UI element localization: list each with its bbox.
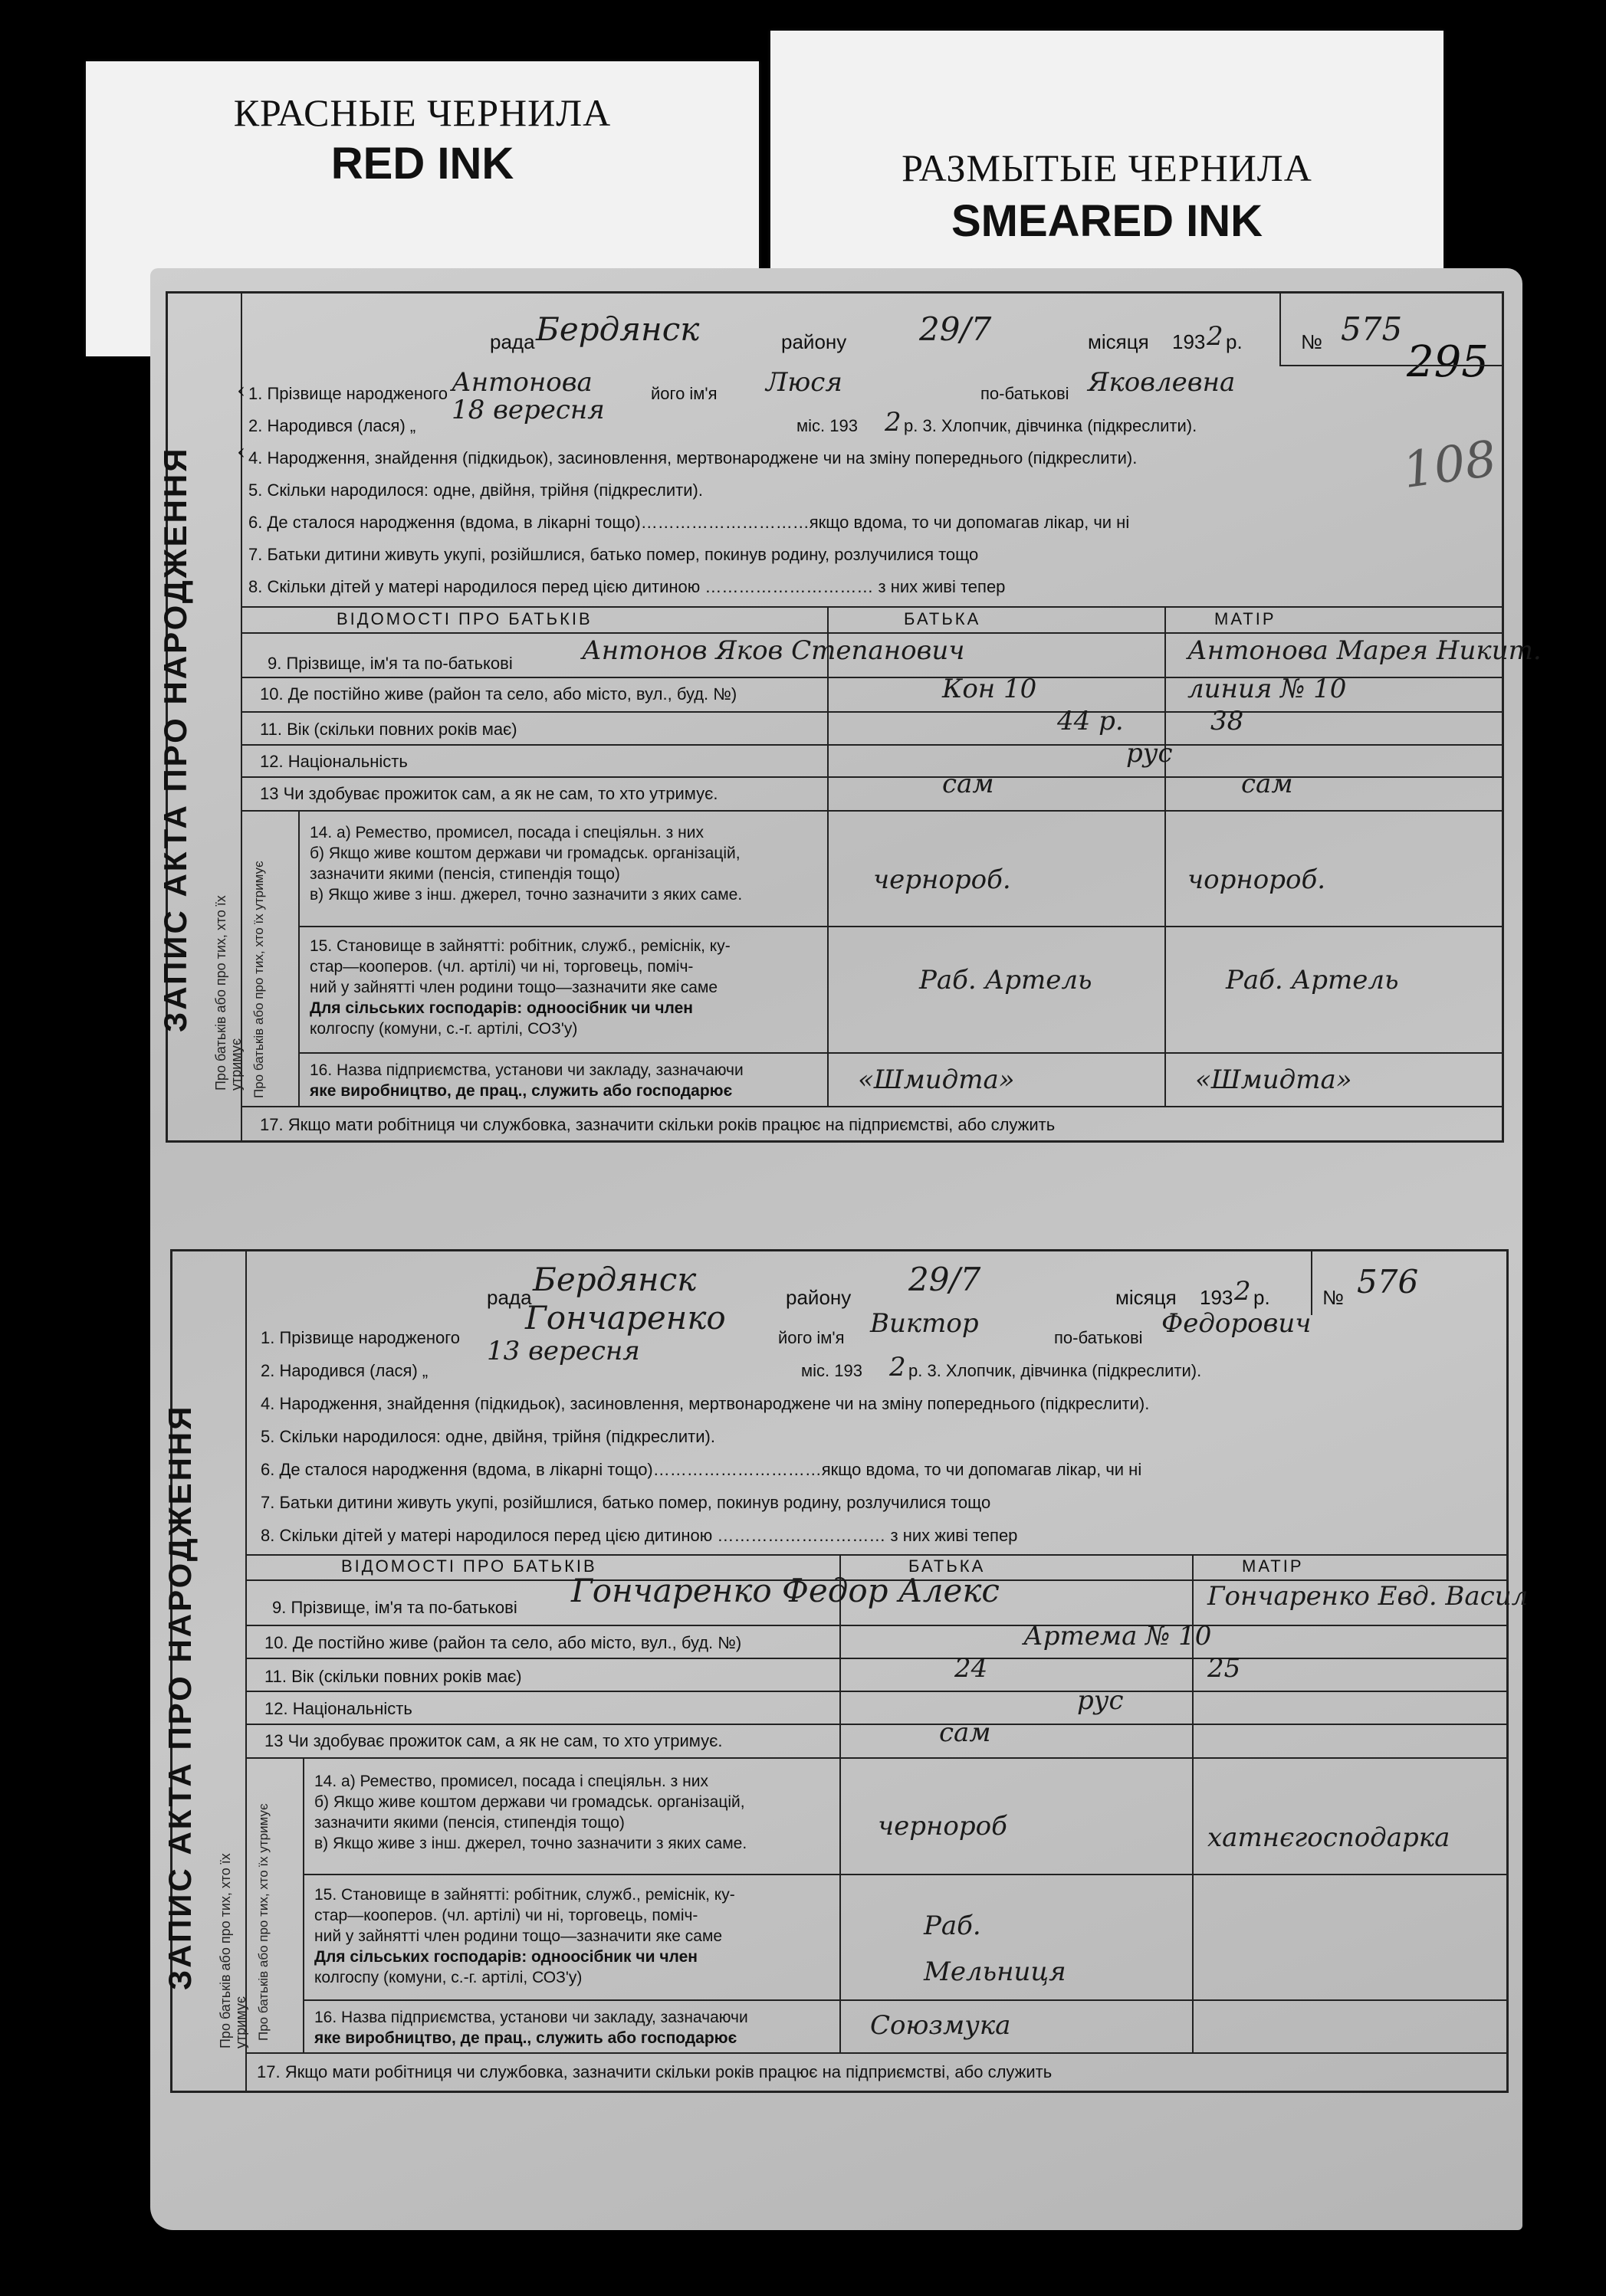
record-1-parents-heading: ВІДОМОСТІ ПРО БАТЬКІВ [337,609,593,628]
record-2-f6: 6. Де сталося народження (вдома, в лікарні тощо)…………………………якщо вдома, то чи допомагав лікар, чи ні [261,1460,1142,1479]
record-1-f17: 17. Якщо мати робітниця чи службовка, зазначити скільки років працює на підприємстві, або служить [260,1115,1056,1134]
record-2-f4: 4. Народження, знайдення (підкидьок), засиновлення, мертвонароджене чи на зміну попереднього (підкреслити). [261,1394,1150,1413]
record-1-father-age: 44 р. [1057,706,1124,736]
record-1-father-name: Антонов Яков Степанович [582,635,965,666]
record-1-father-status: Раб. Артель [919,965,1092,995]
record-2-number-value: 576 [1357,1263,1419,1301]
record-2-father-job: чернороб [878,1811,1007,1842]
record-2-father-org: Союзмука [870,2010,1011,2041]
birth-record-2 [162,1249,1529,2093]
record-2-number-label: № [1322,1286,1344,1309]
record-2-f2-month-label: міс. 193 [801,1361,862,1380]
record-2-mother-age: 25 [1207,1653,1241,1684]
record-2-side-panel [162,1251,248,2091]
record-2-year-prefix: 193 [1200,1286,1233,1309]
record-2-f1-name-label: його ім'я [778,1328,845,1347]
record-2-father-age: 24 [954,1653,988,1684]
record-1-rada-label: рада [490,330,535,353]
record-1-f11: 11. Вік (скільки повних років має) [260,720,517,739]
record-1-f2-month-label: міс. 193 [796,416,858,435]
record-2-year-suffix: р. [1253,1286,1270,1309]
margin-note: 108 [1399,430,1500,500]
record-1-row-side-note: Про батьків або про тих, хто їх утримує [251,861,266,1098]
record-1-f2-label: 2. Народився (лася) „ [248,416,416,435]
record-2-day-value: 29/7 [908,1261,981,1298]
record-2-mother-heading: МАТІР [1242,1556,1304,1576]
record-1-f1-name-label: його ім'я [651,384,718,403]
record-1-f15: 15. Становище в зайнятті: робітник, служб., реміснік, ку- стар—кооперов. (чл. артілі) чи ні, торговець, поміч- ний у зайнятті член родини тощо—зазначити яке саме Для сільських господарів: одноосібник чи член колгоспу (комуни, с.-г. артілі, СОЗ'у) [310,937,731,1038]
record-2-patronymic: Федорович [1161,1308,1312,1339]
record-1-f9: 9. Прізвище, ім'я та по-батькові [268,654,513,673]
record-1-year-prefix: 193 [1172,330,1206,353]
record-2-row-side-note: Про батьків або про тих, хто їх утримує [256,1803,271,2041]
record-2-nationality: рус [1077,1685,1124,1716]
record-2-f1-label: 1. Прізвище народженого [261,1328,460,1347]
record-2-year-digit: 2 [1234,1276,1251,1307]
record-2-side-subtitle: Про батьків або про тих, хто їх утримує [218,1853,248,2048]
record-1-born: 18 вересня [452,395,605,425]
record-1-f7: 7. Батьки дитини живуть укупі, розійшлися, батько помер, покинув родину, розлучилися тощо [248,545,979,564]
record-1-side-subtitle: Про батьків або про тих, хто їх утримує [213,895,244,1091]
record-1-mother-support: сам [1241,769,1293,799]
record-1-f16: 16. Назва підприємства, установи чи закладу, зазначаючи яке виробництво, де прац., служить або господарює [310,1061,744,1100]
record-1-mother-status: Раб. Артель [1226,965,1399,995]
record-2-f9: 9. Прізвище, ім'я та по-батькові [272,1598,517,1617]
red-ink-label-en: RED INK [330,139,514,189]
record-1-father-address: Кон 10 [942,674,1037,704]
record-1-rada-value: Бердянск [536,310,700,348]
record-2-name: Виктор [870,1308,979,1339]
record-1-mother-address: линия № 10 [1187,674,1347,704]
record-2-f7: 7. Батьки дитини живуть укупі, розійшлися, батько помер, покинув родину, розлучилися тощо [261,1493,991,1512]
record-1-year-digit: 2 [1207,321,1223,352]
record-1-surname: Антонова [452,367,593,398]
record-1-father-heading: БАТЬКА [904,609,981,628]
record-2-father-support: сам [939,1717,991,1748]
red-ink-label-ru: КРАСНЫЕ ЧЕРНИЛА [233,91,612,134]
record-1-f4: 4. Народження, знайдення (підкидьок), засиновлення, мертвонароджене чи на зміну попереднього (підкреслити). [248,448,1138,467]
sheet-number: 295 [1407,337,1489,387]
record-2-f13: 13 Чи здобуває прожиток сам, а як не сам, то хто утримує. [264,1731,723,1750]
record-2-f5: 5. Скільки народилося: одне, двійня, трійня (підкреслити). [261,1427,715,1446]
record-2-f14: 14. а) Ремество, промисел, посада і спеціяльн. з них б) Якщо живе коштом держави чи громадськ. організацій, зазначити якими (пенсія, стипендія тощо) в) Якщо живе з інш. джерел, точно зазначити з яких саме. [314,1773,747,1852]
record-1-born-year-digit: 2 [885,407,902,438]
record-1-side-title: ЗАПИС АКТА ПРО НАРОДЖЕННЯ [157,446,193,1032]
record-1-month-label: місяця [1088,330,1149,353]
record-2-parents-heading: ВІДОМОСТІ ПРО БАТЬКІВ [341,1556,597,1576]
record-1-mother-age: 38 [1210,706,1244,736]
record-2-father-status: Раб. Мельниця [924,1911,1066,1987]
record-2-f2-label: 2. Народився (лася) „ [261,1361,429,1380]
birth-record-1: ЗАПИС АКТА ПРО НАРОДЖЕННЯ Про батьків або про тих, хто їх утримує рада Бердянск району 29/7 місяця 193 2 р. № 575 1. Прізвище народженого Антонова його ім'я Люся по-батькові Яковлевна 2. Народився (лася) „ 18 вересня міс. 193 2 р. 3. Хлопчик, дівчинка (підкреслити). 4. Народження, знайдення (підкидьок), засиновлення, мертвонароджене чи на зміну попереднього (підкреслити). 5. Скільки народилося: одне, двійня, трійня (підкреслити). 6. Де сталося народження (вдома, в лікарні тощо)…………………………якщо вдома, то чи допомагав лікар, чи ні 7. Батьки дитини живуть укупі, розійшлися, батько помер, покинув родину, розлучилися тощо 8. Скільки дітей у матері народилося перед цією дитиною ………………………… з них живі тепер ‹ ‹ ВІДОМОСТІ ПРО БАТЬКІВ БАТЬКА МАТІР 9. Прізвище, ім'я та по-батькові Антонов Яков Степанович Антонова Марея Никит. 10. Де постійно живе (район та село, або місто, вул., буд. №) Кон 10 линия № 10 11. Вік (скільки повних років має) 44 р. 38 12. Національність рус 13 Чи здобуває прожиток сам, а як не сам, то хто утримує. сам сам Про батьків або про тих, хто їх утримує 14. а) Ремество, промисел, посада і спеціяльн. з них б) Якщо живе коштом держави чи громадськ. організацій, зазначити якими (пенсія, стипендія тощо) в) Якщо живе з інш. джерел, точно зазначити з яких саме. чернороб. чорнороб. 15. Становище в зайнятті: робітник, служб., реміснік, ку- стар—кооперов. (чл. артілі) чи ні, торговець, поміч- ний у зайнятті член родини тощо—зазначити яке саме Для сільських господарів: одноосібник чи член колгоспу (комуни, с.-г. артілі, СОЗ'у) Раб. Артель Раб. Артель 16. Назва підприємства, установи чи закладу, зазначаючи яке виробництво, де прац., служить або господарює «Шмидта» «Шмидта» 17. Якщо мати робітниця чи службовка, зазначити скільки років працює на підприємстві, або служить [166,291,1504,1143]
record-2-mother-name: Гончаренко Евд. Васил [1207,1581,1529,1612]
record-1-f6: 6. Де сталося народження (вдома, в лікарні тощо)…………………………якщо вдома, то чи допомагав лікар, чи ні [248,513,1130,532]
smeared-ink-label-en: SMEARED INK [951,196,1263,246]
record-2-rayonu-label: району [786,1286,852,1309]
record-2-born-year-digit: 2 [889,1352,906,1383]
record-2-mother-job: хатнєгосподарка [1207,1822,1450,1853]
record-1-year-suffix: р. [1226,330,1243,353]
record-1-patronymic: Яковлевна [1088,367,1236,398]
record-1-father-support: сам [942,769,994,799]
record-1-name: Люся [766,367,842,398]
record-1-father-job: чернороб. [873,864,1011,895]
record-1-mother-job: чорнороб. [1187,864,1326,895]
smeared-ink-label-ru: РАЗМЫТЫЕ ЧЕРНИЛА [902,146,1312,189]
record-2-father-heading: БАТЬКА [908,1556,986,1576]
record-1-f14: 14. а) Ремество, промисел, посада і спеціяльн. з них б) Якщо живе коштом держави чи громадськ. організацій, зазначити якими (пенсія, стипендія тощо) в) Якщо живе з інш. джерел, точно зазначити з яких саме. [310,824,743,904]
record-1-f13: 13 Чи здобуває прожиток сам, а як не сам, то хто утримує. [260,784,718,803]
record-2-f1-patronymic-label: по-батькові [1054,1328,1143,1347]
record-2-rada-value: Бердянск [533,1261,697,1298]
record-1-mother-heading: МАТІР [1214,609,1276,628]
record-1-f12: 12. Національність [260,752,408,771]
record-2-surname: Гончаренко [525,1299,726,1337]
record-1-number-value: 575 [1341,310,1403,348]
record-1-f1-label: 1. Прізвище народженого [248,384,448,403]
record-1-f1-patronymic-label: по-батькові [980,384,1069,403]
record-2-father-name: Гончаренко Федор Алекс [571,1572,1000,1609]
record-1-number-label: № [1301,330,1322,353]
record-2-f10: 10. Де постійно живе (район та село, або місто, вул., буд. №) [264,1633,742,1652]
record-1-side-panel [157,294,244,1140]
record-1-f2-gender-label: р. 3. Хлопчик, дівчинка (підкреслити). [904,416,1197,435]
record-2-f16: 16. Назва підприємства, установи чи закладу, зазначаючи яке виробництво, де прац., служить або господарює [314,2009,748,2047]
record-1-f5: 5. Скільки народилося: одне, двійня, трійня (підкреслити). [248,481,703,500]
record-1-rayonu-label: району [781,330,847,353]
record-1-mother-org: «Шмидта» [1195,1064,1352,1095]
record-1-mother-name: Антонова Марея Никит. [1187,635,1542,666]
record-2-month-label: місяця [1115,1286,1177,1309]
record-2-f15: 15. Становище в зайнятті: робітник, служб., реміснік, ку- стар—кооперов. (чл. артілі) чи ні, торговець, поміч- ний у зайнятті член родини тощо—зазначити яке саме Для сільських господарів: одноосібник чи член колгоспу (комуни, с.-г. артілі, СОЗ'у) [314,1886,735,1986]
record-1-father-org: «Шмидта» [858,1064,1015,1095]
record-2-address: Артема № 10 [1023,1621,1212,1651]
record-1-f10: 10. Де постійно живе (район та село, або місто, вул., буд. №) [260,684,737,704]
record-1-f8: 8. Скільки дітей у матері народилося перед цією дитиною ………………………… з них живі тепер [248,577,1006,596]
record-2-side-title: ЗАПИС АКТА ПРО НАРОДЖЕННЯ [162,1404,198,1990]
record-2-rada-label: рада [487,1286,532,1309]
record-1-nationality: рус [1126,738,1173,769]
record-2-f11: 11. Вік (скільки повних років має) [264,1667,522,1686]
record-2-f2-gender-label: р. 3. Хлопчик, дівчинка (підкреслити). [908,1361,1202,1380]
record-2-f12: 12. Національність [264,1699,412,1718]
record-2-f8: 8. Скільки дітей у матері народилося перед цією дитиною ………………………… з них живі тепер [261,1526,1018,1545]
record-1-day-value: 29/7 [919,310,992,348]
record-2-born: 13 вересня [487,1336,640,1366]
record-2-f17: 17. Якщо мати робітниця чи службовка, зазначити скільки років працює на підприємстві, або служить [257,2062,1053,2081]
